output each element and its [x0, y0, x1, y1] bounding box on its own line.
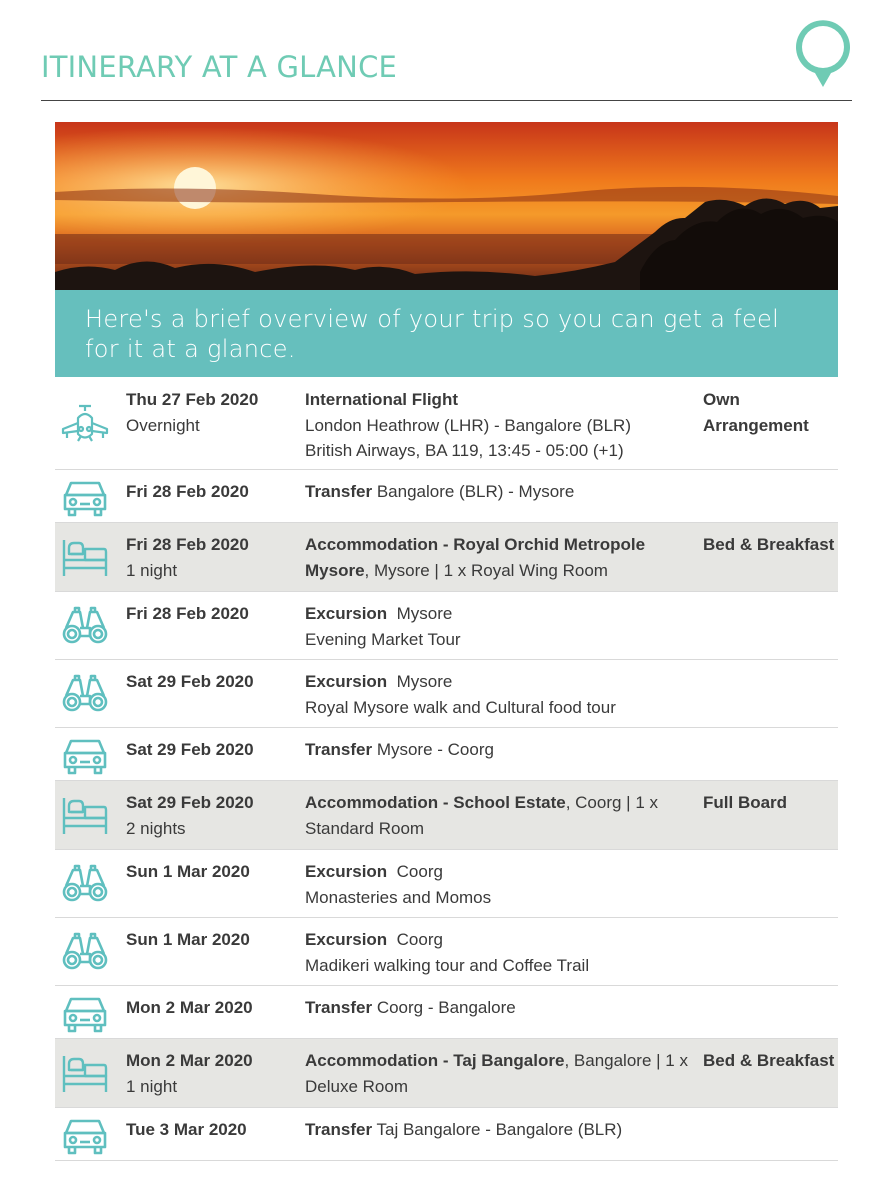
row-title: Accommodation - School Estate	[305, 793, 566, 812]
row-date-cell	[126, 1039, 305, 1099]
row-description	[305, 728, 703, 763]
row-date: Sun 1 Mar 2020	[126, 930, 250, 949]
row-title: Transfer	[305, 998, 373, 1017]
row-board-basis	[703, 918, 838, 927]
row-detail-line: Monasteries and Momos	[305, 887, 492, 907]
itinerary-row	[55, 1039, 838, 1108]
row-detail: Coorg	[387, 862, 443, 881]
row-description	[305, 378, 703, 464]
row-date: Mon 2 Mar 2020	[126, 1051, 253, 1070]
row-detail-line: London Heathrow (LHR) - Bangalore (BLR)	[305, 415, 631, 435]
row-icon-cell	[55, 523, 126, 592]
row-date-cell	[126, 728, 305, 763]
itinerary-row	[55, 986, 838, 1039]
row-date: Fri 28 Feb 2020	[126, 604, 249, 623]
row-icon-cell	[55, 660, 126, 728]
row-title: Transfer	[305, 740, 373, 759]
row-icon-cell	[55, 1039, 126, 1108]
row-date-cell	[126, 660, 305, 695]
row-detail-line: Royal Mysore walk and Cultural food tour	[305, 697, 616, 717]
row-board-basis	[703, 660, 838, 669]
row-date: Thu 27 Feb 2020	[126, 390, 259, 409]
row-date: Mon 2 Mar 2020	[126, 998, 253, 1017]
row-icon-cell	[55, 592, 126, 660]
row-detail: Coorg - Bangalore	[372, 998, 516, 1017]
row-detail: , Mysore | 1 x Royal Wing Room	[364, 560, 608, 580]
itinerary-row	[55, 781, 838, 850]
row-detail: Bangalore (BLR) - Mysore	[372, 482, 575, 501]
row-title: Excursion	[305, 862, 388, 881]
row-description	[305, 523, 703, 583]
itinerary-row	[55, 378, 838, 470]
location-pin-icon	[790, 15, 856, 93]
row-date-cell	[126, 850, 305, 885]
row-description	[305, 781, 703, 841]
row-description	[305, 986, 703, 1021]
row-board-basis	[703, 470, 838, 479]
row-board-basis	[703, 850, 838, 859]
row-detail: Mysore	[387, 672, 453, 691]
row-board-basis	[703, 728, 838, 737]
row-description	[305, 850, 703, 910]
row-date-cell	[126, 1108, 305, 1143]
row-date: Fri 28 Feb 2020	[126, 482, 249, 501]
row-date: Sun 1 Mar 2020	[126, 862, 250, 881]
row-board-basis	[703, 592, 838, 601]
row-description	[305, 660, 703, 720]
row-icon-cell	[55, 918, 126, 986]
row-title: Transfer	[305, 482, 373, 501]
row-detail-line: British Airways, BA 119, 13:45 - 05:00 (+1)	[305, 441, 624, 460]
row-description	[305, 470, 703, 505]
row-date: Fri 28 Feb 2020	[126, 535, 249, 554]
row-board-basis	[703, 986, 838, 995]
row-board-basis: Own Arrangement	[703, 390, 809, 435]
row-detail: Coorg	[387, 930, 443, 949]
row-detail: , Bangalore | 1 x Deluxe Room	[305, 1051, 693, 1096]
hero-sunset-image	[55, 122, 838, 290]
row-date-cell	[126, 918, 305, 953]
row-icon-cell	[55, 728, 126, 781]
row-icon-cell	[55, 850, 126, 918]
row-description	[305, 1039, 703, 1099]
itinerary-row	[55, 1108, 838, 1161]
row-description	[305, 918, 703, 978]
row-icon-cell	[55, 470, 126, 523]
overview-banner	[55, 290, 838, 377]
itinerary-row	[55, 850, 838, 918]
row-title: Accommodation - Taj Bangalore	[305, 1051, 565, 1070]
row-board-basis: Bed & Breakfast	[703, 1051, 835, 1070]
row-icon-cell	[55, 378, 126, 470]
row-date-cell	[126, 986, 305, 1021]
itinerary-row	[55, 470, 838, 523]
row-board-basis: Full Board	[703, 793, 788, 812]
row-title: International Flight	[305, 390, 458, 409]
row-date-cell	[126, 781, 305, 841]
itinerary-row	[55, 728, 838, 781]
row-board-basis	[703, 1108, 838, 1117]
row-date-cell	[126, 592, 305, 627]
row-date-cell	[126, 378, 305, 438]
row-detail: Taj Bangalore - Bangalore (BLR)	[372, 1120, 623, 1139]
row-detail-line: Madikeri walking tour and Coffee Trail	[305, 955, 590, 975]
itinerary-row	[55, 523, 838, 592]
row-icon-cell	[55, 781, 126, 850]
row-board-basis: Bed & Breakfast	[703, 535, 835, 554]
row-title: Accommodation - Royal Orchid Metropole Mysore	[305, 535, 646, 580]
row-title: Excursion	[305, 604, 388, 623]
row-date-cell	[126, 470, 305, 505]
row-duration: 2 nights	[126, 818, 186, 838]
itinerary-row	[55, 592, 838, 660]
row-title: Excursion	[305, 672, 388, 691]
row-detail: Mysore	[387, 604, 453, 623]
banner-text: Here's a brief overview of your trip so you can get a feel for it at a glance.	[85, 305, 780, 363]
row-date: Tue 3 Mar 2020	[126, 1120, 247, 1139]
row-description	[305, 1108, 703, 1143]
row-duration: 1 night	[126, 1076, 178, 1096]
row-date: Sat 29 Feb 2020	[126, 740, 254, 759]
row-duration: 1 night	[126, 560, 178, 580]
row-date: Sat 29 Feb 2020	[126, 672, 254, 691]
row-date-cell	[126, 523, 305, 583]
title-divider	[41, 100, 852, 101]
row-duration: Overnight	[126, 415, 200, 435]
page-title: ITINERARY AT A GLANCE	[41, 50, 398, 84]
itinerary-row	[55, 660, 838, 728]
row-title: Transfer	[305, 1120, 373, 1139]
row-icon-cell	[55, 1108, 126, 1161]
itinerary-list	[55, 378, 838, 1161]
row-date: Sat 29 Feb 2020	[126, 793, 254, 812]
row-detail-line: Evening Market Tour	[305, 629, 461, 649]
row-icon-cell	[55, 986, 126, 1039]
row-detail: Mysore - Coorg	[372, 740, 494, 759]
row-description	[305, 592, 703, 652]
row-title: Excursion	[305, 930, 388, 949]
row-detail: , Coorg | 1 x Standard Room	[305, 793, 663, 838]
itinerary-row	[55, 918, 838, 986]
